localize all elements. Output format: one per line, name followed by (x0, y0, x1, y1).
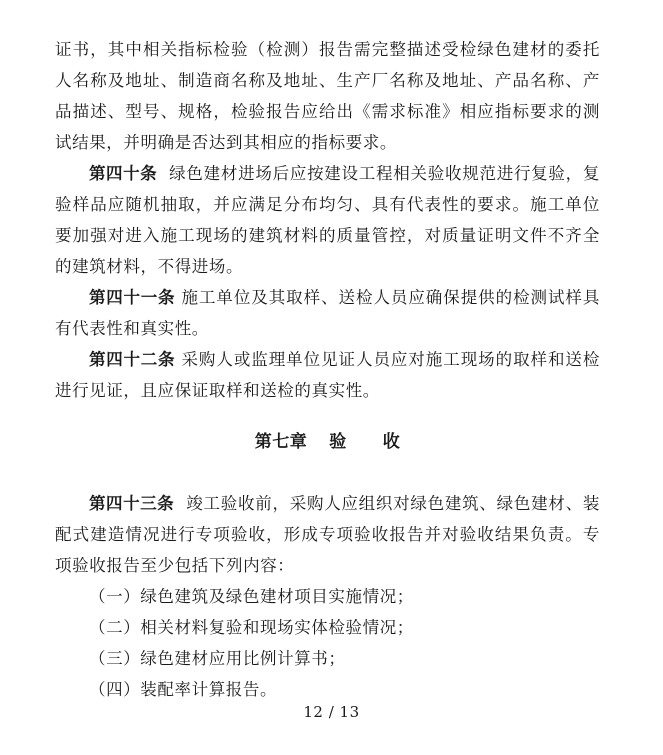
list-item: （一）绿色建筑及绿色建材项目实施情况； (89, 587, 414, 606)
paragraph-continuation: 证书，其中相关指标检验（检测）报告需完整描述受检绿色建材的委托人名称及地址、制造商名称及地址、生产厂名称及地址、产品名称、产品描述、型号、规格，检验报告应给出《需求标准》相应指标要求的测试结果，并明确是否达到其相应的指标要求。 (55, 40, 600, 152)
chapter-title-char-2: 收 (382, 432, 401, 452)
article-41 (55, 282, 600, 344)
document-page (55, 34, 600, 705)
article-42-number: 第四十二条 (89, 350, 176, 369)
article-42 (55, 344, 600, 406)
article-42-text: 采购人或监理单位见证人员应对施工现场的取样和送检进行见证，且应保证取样和送检的真实性。 (55, 350, 600, 400)
article-43 (55, 488, 600, 581)
page-number: 12 / 13 (303, 703, 360, 721)
article-43-text: 竣工验收前，采购人应组织对绿色建筑、绿色建材、装配式建造情况进行专项验收，形成专项验收报告并对验收结果负责。专项验收报告至少包括下列内容： (55, 494, 600, 575)
list-item: （三）绿色建材应用比例计算书； (89, 649, 346, 668)
article-41-text: 施工单位及其取样、送检人员应确保提供的检测试样具有代表性和真实性。 (55, 288, 600, 338)
chapter-heading (55, 427, 600, 458)
chapter-title-char-1: 验 (329, 432, 347, 452)
article-40 (55, 158, 600, 282)
chapter-label: 第七章 (254, 432, 308, 452)
article-40-text: 绿色建材进场后应按建设工程相关验收规范进行复验，复验样品应随机抽取，并应满足分布均匀、具有代表性的要求。施工单位要加强对进入施工现场的建筑材料的质量管控，对质量证明文件不齐全的建筑材料，不得进场。 (55, 164, 601, 276)
article-40-number: 第四十条 (89, 164, 158, 183)
article-43-number: 第四十三条 (89, 494, 175, 513)
article-41-number: 第四十一条 (89, 288, 176, 307)
list-item: （二）相关材料复验和现场实体检验情况； (89, 618, 414, 637)
list-item: （四）装配率计算报告。 (89, 680, 278, 699)
